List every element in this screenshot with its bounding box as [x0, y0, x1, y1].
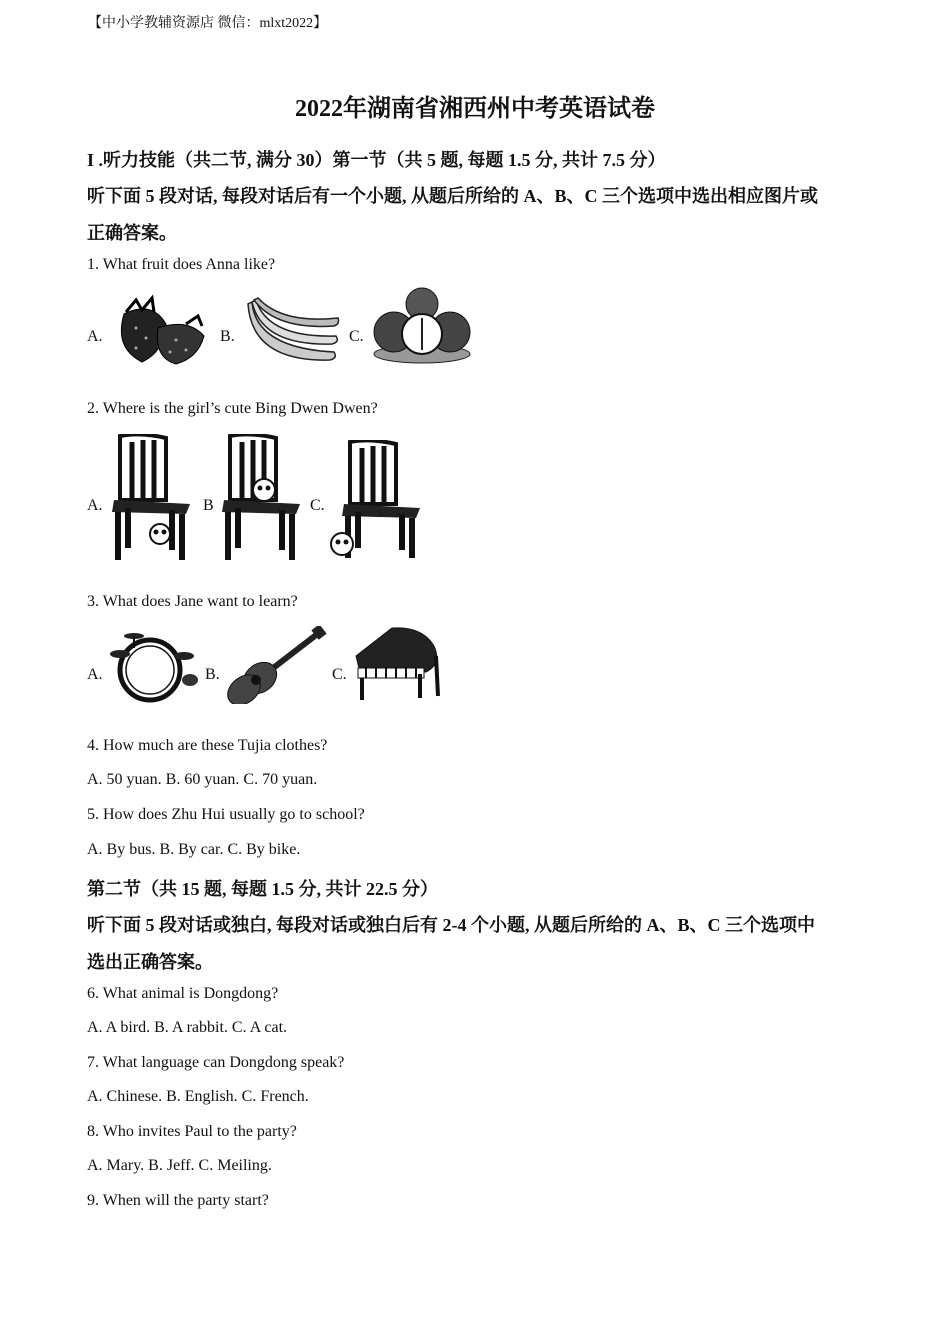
q1-label-b: B.	[220, 328, 235, 345]
q3-label-a: A.	[87, 666, 103, 683]
q6-text: 6. What animal is Dongdong?	[87, 985, 279, 1002]
q5-text: 5. How does Zhu Hui usually go to school?	[87, 806, 365, 823]
q7-text: 7. What language can Dongdong speak?	[87, 1054, 345, 1071]
section1-instruction-line2: 正确答案。	[87, 223, 177, 243]
q4-text: 4. How much are these Tujia clothes?	[87, 737, 328, 754]
bananas-picture	[242, 296, 342, 364]
section2-heading: 第二节（共 15 题, 每题 1.5 分, 共计 22.5 分）	[87, 879, 438, 899]
guitar-picture	[224, 626, 328, 704]
chair-panda-beside-picture	[326, 440, 426, 564]
page-title: 2022年湖南省湘西州中考英语试卷	[295, 96, 655, 122]
q9-text: 9. When will the party start?	[87, 1192, 269, 1209]
page-header: 【中小学教辅资源店 微信：mlxt2022】	[88, 16, 328, 31]
q1-text: 1. What fruit does Anna like?	[87, 256, 276, 273]
q2-text: 2. Where is the girl’s cute Bing Dwen Dwen?	[87, 400, 378, 417]
q2-label-b: B	[203, 497, 214, 514]
q2-label-a: A.	[87, 497, 103, 514]
apples-picture	[370, 286, 472, 366]
piano-picture	[352, 626, 444, 706]
q1-label-c: C.	[349, 328, 364, 345]
section2-instruction-line1: 听下面 5 段对话或独白, 每段对话或独白后有 2-4 个小题, 从题后所给的 A、B、C 三个选项中	[87, 915, 815, 935]
q7-options: A. Chinese. B. English. C. French.	[87, 1088, 309, 1105]
drum-picture	[106, 628, 198, 704]
chair-panda-under-picture	[108, 434, 196, 564]
strawberries-picture	[106, 292, 210, 366]
q8-options: A. Mary. B. Jeff. C. Meiling.	[87, 1157, 272, 1174]
section1-heading: I .听力技能（共二节, 满分 30）第一节（共 5 题, 每题 1.5 分, 共计 7.5 分）	[87, 150, 666, 170]
q2-label-c: C.	[310, 497, 325, 514]
q6-options: A. A bird. B. A rabbit. C. A cat.	[87, 1019, 288, 1036]
q1-label-a: A.	[87, 328, 103, 345]
section2-instruction-line2: 选出正确答案。	[87, 952, 213, 972]
q3-text: 3. What does Jane want to learn?	[87, 593, 298, 610]
q5-options: A. By bus. B. By car. C. By bike.	[87, 841, 301, 858]
q3-label-b: B.	[205, 666, 220, 683]
section1-instruction-line1: 听下面 5 段对话, 每段对话后有一个小题, 从题后所给的 A、B、C 三个选项中选出相应图片或	[87, 186, 819, 206]
q3-label-c: C.	[332, 666, 347, 683]
q8-text: 8. Who invites Paul to the party?	[87, 1123, 297, 1140]
chair-panda-on-picture	[218, 434, 306, 564]
q4-options: A. 50 yuan. B. 60 yuan. C. 70 yuan.	[87, 771, 318, 788]
